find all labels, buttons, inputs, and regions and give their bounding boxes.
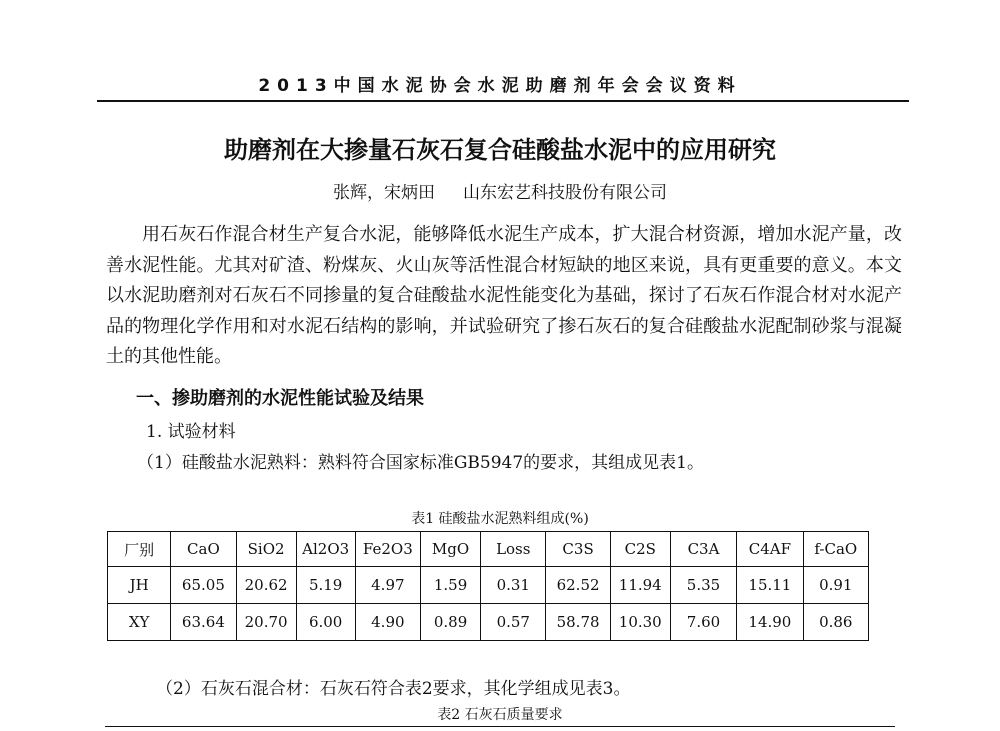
column-header: C2S — [610, 532, 670, 567]
table-cell: 20.70 — [236, 604, 296, 641]
table-cell: 0.57 — [481, 604, 546, 641]
table-cell: 58.78 — [546, 604, 610, 641]
table-cell: 1.59 — [421, 567, 481, 604]
table-cell: 11.94 — [610, 567, 670, 604]
table2-top-rule — [105, 726, 895, 727]
author-line — [0, 178, 1000, 203]
column-header: f-CaO — [803, 532, 868, 567]
column-header: MgO — [421, 532, 481, 567]
table-cell: 65.05 — [171, 567, 236, 604]
table-cell: 0.86 — [803, 604, 868, 641]
table-cell: 4.90 — [355, 604, 420, 641]
table-cell: 62.52 — [546, 567, 610, 604]
abstract-paragraph: 用石灰石作混合材生产复合水泥，能够降低水泥生产成本，扩大混合材资源，增加水泥产量，改善水泥性能。尤其对矿渣、粉煤灰、火山灰等活性混合材短缺的地区来说，具有更重要的意义。本文以水泥助磨剂对石灰石不同掺量的复合硅酸盐水泥性能变化为基础，探讨了石灰石作混合材对水泥产品的物理化学作用和对水泥石结构的影响，并试验研究了掺石灰石的复合硅酸盐水泥配制砂浆与混凝土的其他性能。 — [106, 224, 902, 367]
table1-caption: 表1 硅酸盐水泥熟料组成(%) — [411, 511, 589, 527]
table-cell: 14.90 — [737, 604, 803, 641]
subsection-heading: 1. 试验材料 — [146, 422, 236, 442]
column-header: Al2O3 — [296, 532, 355, 567]
column-header: SiO2 — [236, 532, 296, 567]
table-cell: 0.91 — [803, 567, 868, 604]
table-cell: 7.60 — [670, 604, 736, 641]
table-cell: 5.19 — [296, 567, 355, 604]
column-header: C3A — [670, 532, 736, 567]
article-title: 助磨剂在大掺量石灰石复合硅酸盐水泥中的应用研究 — [224, 136, 776, 164]
header-rule — [97, 100, 909, 102]
column-header: Loss — [481, 532, 546, 567]
table-cell: 6.00 — [296, 604, 355, 641]
table-cell: XY — [108, 604, 171, 641]
table-cell: JH — [108, 567, 171, 604]
table-cell: 0.31 — [481, 567, 546, 604]
table-cell: 15.11 — [737, 567, 803, 604]
affiliation: 山东宏艺科技股份有限公司 — [463, 183, 667, 203]
column-header: CaO — [171, 532, 236, 567]
column-header: 厂别 — [108, 532, 171, 567]
list-item-clinker: （1）硅酸盐水泥熟料：熟料符合国家标准GB5947的要求，其组成见表1。 — [137, 453, 704, 473]
table-cell: 4.97 — [355, 567, 420, 604]
table-row — [108, 604, 869, 641]
section-heading: 一、掺助磨剂的水泥性能试验及结果 — [136, 388, 424, 409]
running-header: 2013中国水泥协会水泥助磨剂年会会议资料 — [258, 76, 742, 96]
table-row — [108, 567, 869, 604]
table-cell: 20.62 — [236, 567, 296, 604]
table-cell: 0.89 — [421, 604, 481, 641]
table-cell: 5.35 — [670, 567, 736, 604]
column-header: Fe2O3 — [355, 532, 420, 567]
table-cell: 63.64 — [171, 604, 236, 641]
list-item-limestone: （2）石灰石混合材：石灰石符合表2要求，其化学组成见表3。 — [156, 679, 631, 699]
table-header-row — [108, 532, 869, 567]
column-header: C3S — [546, 532, 610, 567]
clinker-composition-table — [107, 531, 869, 641]
column-header: C4AF — [737, 532, 803, 567]
table2-caption: 表2 石灰石质量要求 — [437, 707, 563, 723]
authors: 张辉，宋炳田 — [333, 183, 435, 203]
table-cell: 10.30 — [610, 604, 670, 641]
